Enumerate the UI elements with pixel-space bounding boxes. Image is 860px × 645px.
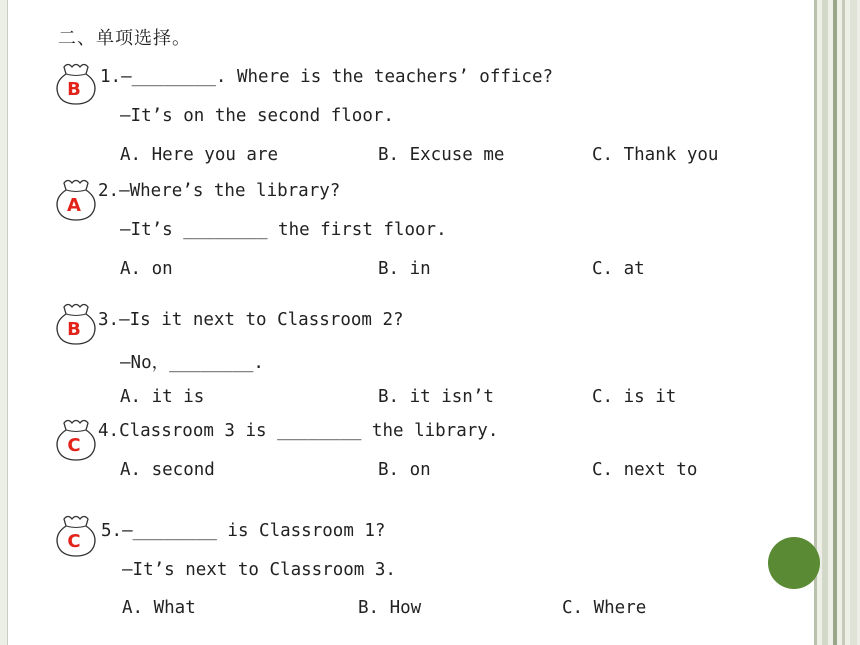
question-5-option-b: B. How xyxy=(358,598,422,618)
answer-badge-q1 xyxy=(52,62,100,106)
answer-letter: B xyxy=(67,318,81,340)
question-5-option-c: C. Where xyxy=(562,598,647,618)
question-3-reply: —No，________. xyxy=(120,353,264,373)
question-2-option-a: A. on xyxy=(120,259,173,279)
question-4-stem: 4.Classroom 3 is ________ the library. xyxy=(98,421,499,441)
slide-right-border xyxy=(814,0,860,645)
answer-letter: A xyxy=(67,194,81,216)
question-1-stem: 1.—________. Where is the teachers’ office? xyxy=(100,67,554,87)
question-5-reply: —It’s next to Classroom 3. xyxy=(122,560,396,580)
answer-letter: C xyxy=(67,434,81,456)
question-3-option-b: B. it isn’t xyxy=(378,387,494,407)
question-3-option-a: A. it is xyxy=(120,387,205,407)
question-2-stem: 2.—Where’s the library? xyxy=(98,181,341,201)
question-1-reply: —It’s on the second floor. xyxy=(120,106,394,126)
question-3-stem: 3.—Is it next to Classroom 2? xyxy=(98,310,404,330)
answer-badge-q5 xyxy=(52,514,100,558)
question-4-option-c: C. next to xyxy=(592,460,698,480)
answer-badge-q3 xyxy=(52,302,100,346)
section-heading: 二、单项选择。 xyxy=(58,28,191,49)
question-2-option-c: C. at xyxy=(592,259,645,279)
slide-left-border xyxy=(0,0,8,645)
question-1-option-b: B. Excuse me xyxy=(378,145,505,165)
question-2-reply: —It’s ________ the first floor. xyxy=(120,220,447,240)
question-4-option-a: A. second xyxy=(120,460,215,480)
question-5-option-a: A. What xyxy=(122,598,196,618)
question-2-option-b: B. in xyxy=(378,259,431,279)
question-1-option-a: A. Here you are xyxy=(120,145,279,165)
question-5-stem: 5.—________ is Classroom 1? xyxy=(101,521,386,541)
question-1-option-c: C. Thank you xyxy=(592,145,719,165)
answer-letter: C xyxy=(67,530,81,552)
question-3-option-c: C. is it xyxy=(592,387,677,407)
question-4-option-b: B. on xyxy=(378,460,431,480)
answer-badge-q2 xyxy=(52,178,100,222)
answer-badge-q4 xyxy=(52,418,100,462)
answer-letter: B xyxy=(67,78,81,100)
green-circle-decoration xyxy=(768,537,820,589)
